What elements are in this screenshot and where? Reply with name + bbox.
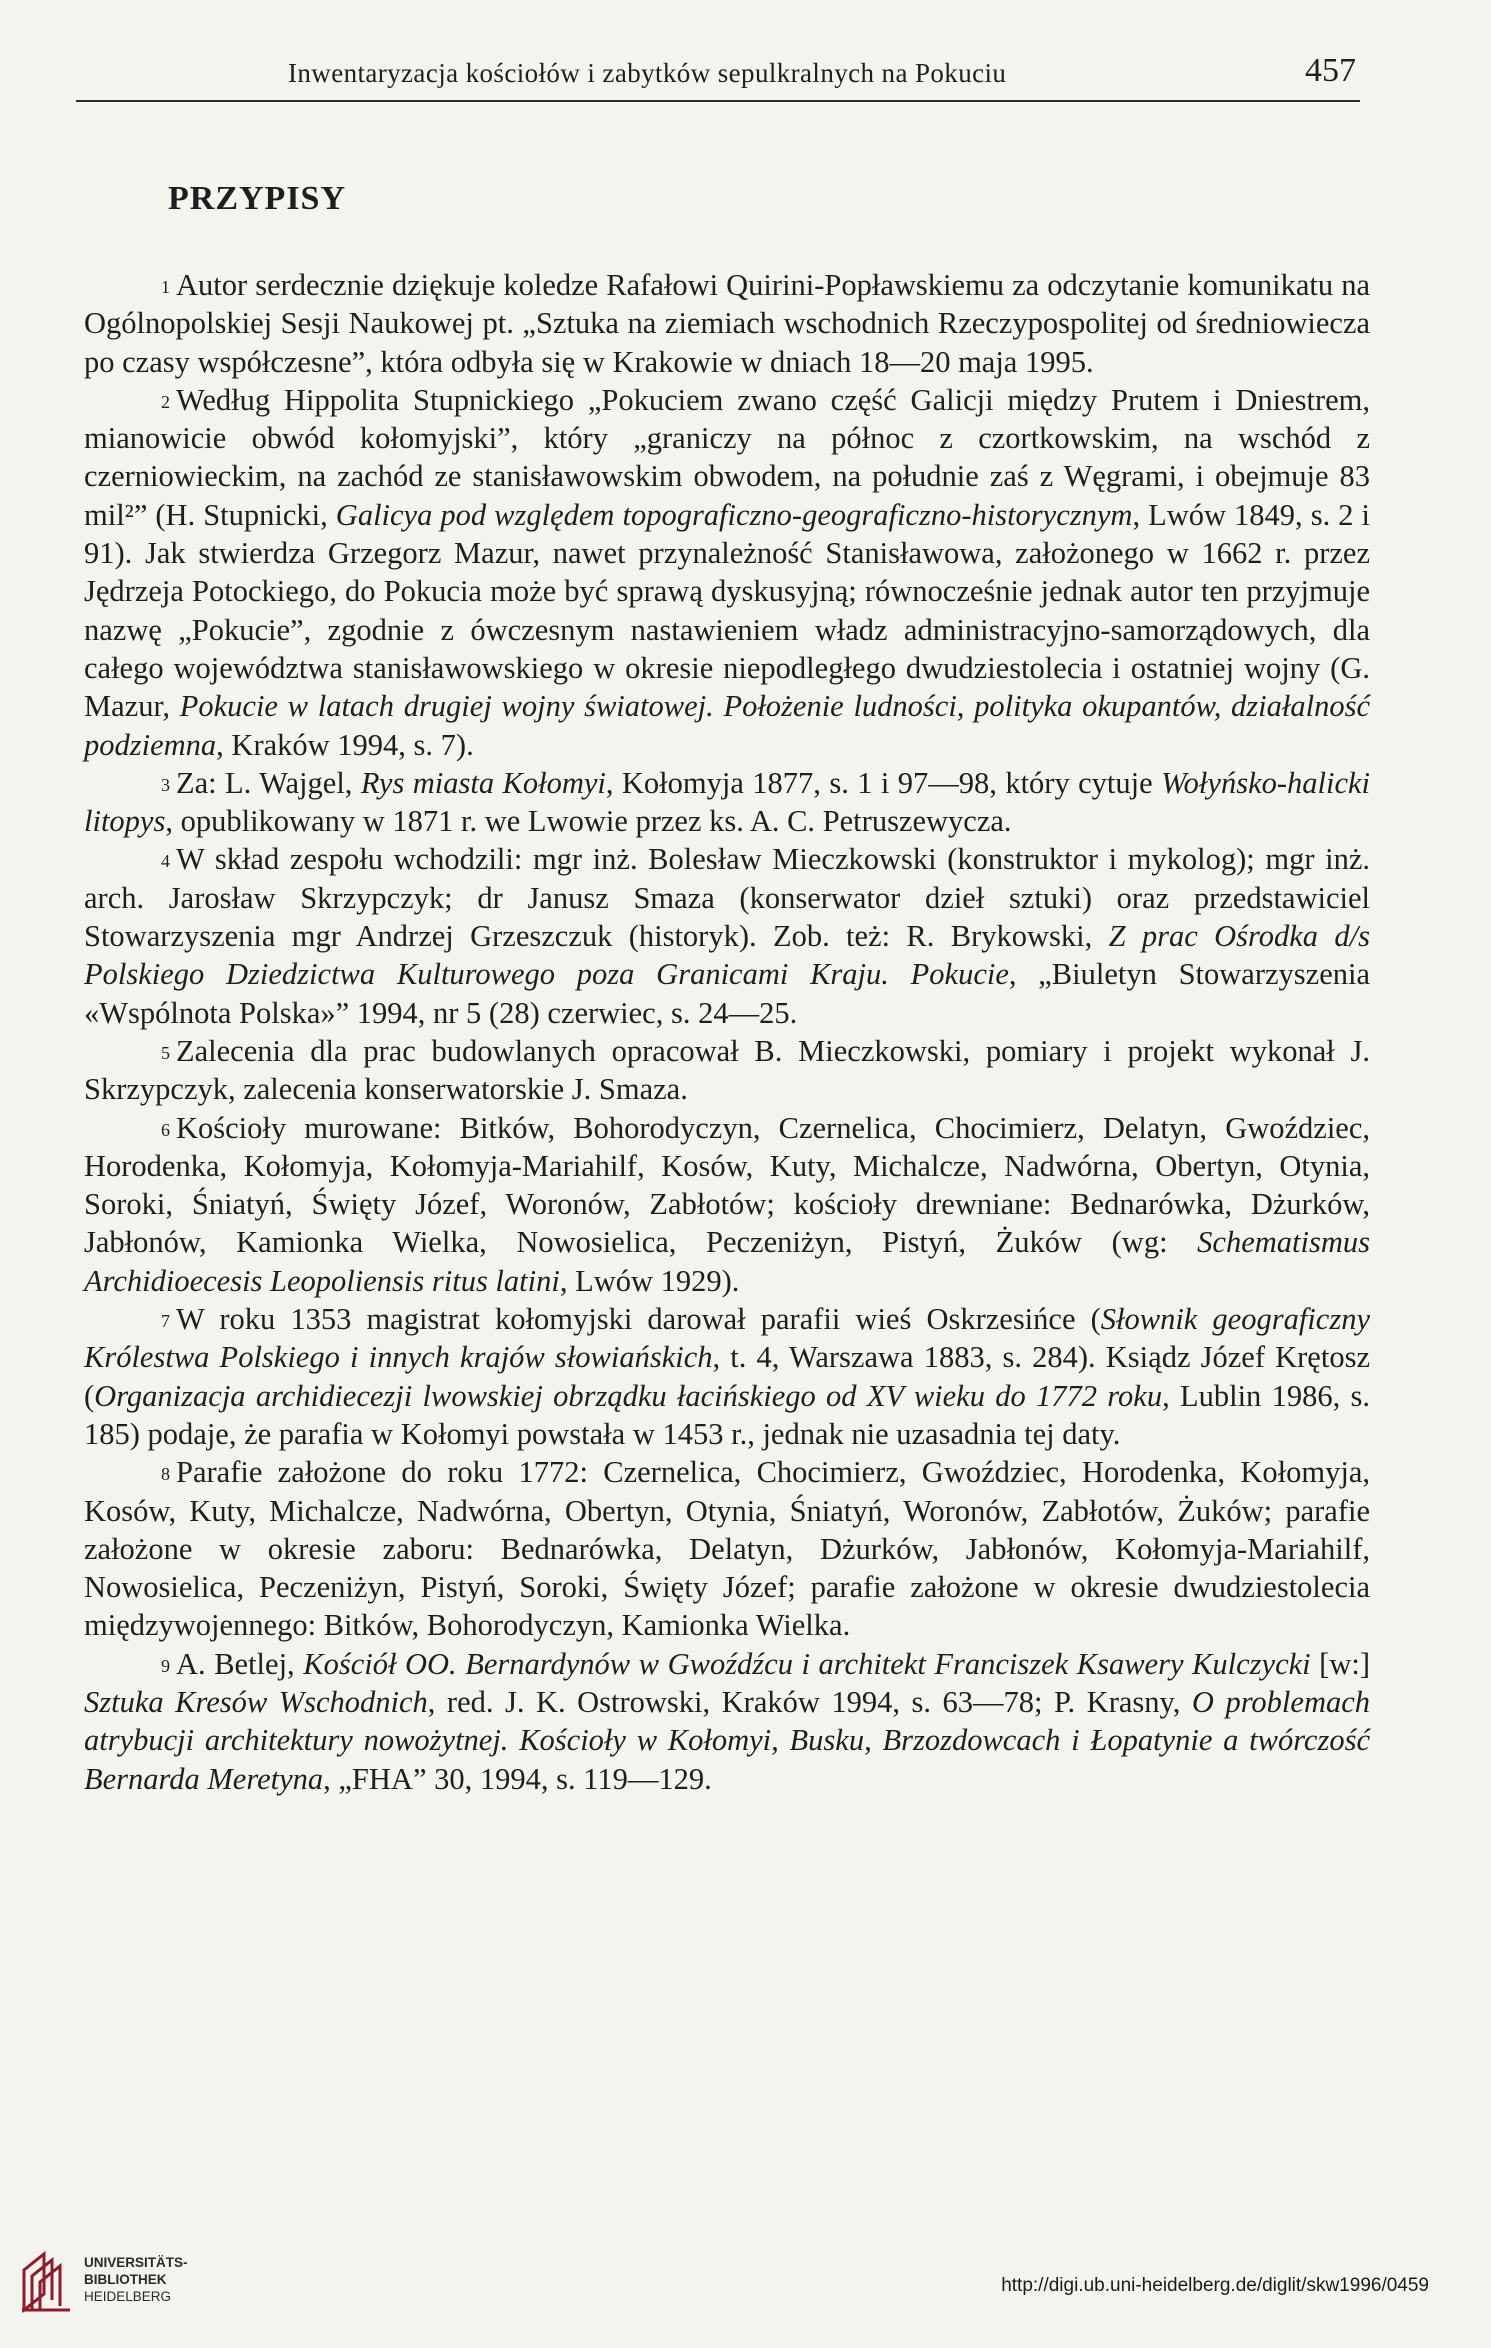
footnote-text: Parafie założone do roku 1772: Czernelica, Chocimierz, Gwoździec, Horodenka, Kołomyja, Kosów, Kuty, Michalcze, Nadwórna, Obertyn, Otynia, Śniatyń, Woronów, Zabłotów, Żuków; parafie założone w okresie zaboru: Bednarówka, Delatyn, Dżurków, Jabłonów, Kołomyja-Mariahilf, Nowosielica, Peczeniżyn, Pistyń, Soroki, Święty Józef; parafie założone w okresie dwudziestolecia międzywojennego: Bitków, Bohorodyczyn, Kamionka Wielka.	[84, 1455, 1370, 1643]
library-line: HEIDELBERG	[84, 2289, 172, 2304]
footnote-text: , t. 4, Warszawa 1883, s. 284). Ksiądz Józef Krętosz (	[84, 1340, 1370, 1413]
footnote-number: 5	[161, 1042, 170, 1063]
footnote-number: 2	[161, 391, 170, 412]
footnote-text: , Kraków 1994, s. 7).	[216, 727, 474, 762]
footnote-text: , „Biuletyn Stowarzyszenia «Wspólnota Polska»” 1994, nr 5 (28) czerwiec, s. 24—25.	[84, 957, 1370, 1030]
footnote-text: W skład zespołu wchodzili: mgr inż. Bolesław Mieczkowski (konstruktor i mykolog); mgr inż. arch. Jarosław Skrzypczyk; dr Janusz Smaza (konserwator dzieł sztuki) oraz przedstawiciel Stowarzyszenia mgr Andrzej Grzeszczuk (historyk). Zob. też: R. Brykowski,	[84, 842, 1370, 954]
footnotes-list	[84, 266, 1370, 1798]
footnote-text: Zalecenia dla prac budowlanych opracował B. Mieczkowski, pomiary i projekt wykonał J. Skrzypczyk, zalecenia konserwatorskie J. Smaza.	[84, 1033, 1370, 1107]
footnote-text: A. Betlej,	[176, 1646, 304, 1681]
footnote-number: 7	[161, 1311, 170, 1332]
running-title: Inwentaryzacja kościołów i zabytków sepulkralnych na Pokuciu	[288, 58, 1007, 88]
footnote-title-italic: Z prac Ośrodka d/s Polskiego Dziedzictwa Kulturowego poza Granicami Kraju. Pokucie	[84, 919, 1370, 992]
footnote-title-italic: Sztuka Kresów Wschodnich	[84, 1684, 428, 1719]
source-url-link[interactable]: http://digi.ub.uni-heidelberg.de/diglit/skw1996/0459	[1001, 2275, 1429, 2296]
footnote-text: , Lwów 1929).	[559, 1263, 740, 1298]
footnote-2	[84, 381, 1370, 764]
footnote-title-italic: Kościół OO. Bernardynów w Gwoźdźcu i architekt Franciszek Ksawery Kulczycki	[303, 1646, 1311, 1681]
footnote-number: 9	[161, 1655, 170, 1676]
footnote-text: Kościoły murowane: Bitków, Bohorodyczyn, Czernelica, Chocimierz, Delatyn, Gwoździec, Horodenka, Kołomyja, Kołomyja-Mariahilf, Kosów, Kuty, Michalcze, Nadwórna, Obertyn, Otynia, Soroki, Śniatyń, Święty Józef, Woronów, Zabłotów; kościoły drewniane: Bednarówka, Dżurków, Jabłonów, Kamionka Wielka, Nowosielica, Peczeniżyn, Pistyń, Żuków (wg:	[84, 1110, 1370, 1260]
footnote-title-italic: Wołyńsko-halicki litopys	[84, 765, 1371, 839]
footnote-6	[84, 1109, 1370, 1300]
library-name	[84, 2254, 188, 2305]
footnote-number: 4	[161, 851, 170, 872]
library-line: BIBLIOTHEK	[84, 2272, 167, 2287]
section-title: PRZYPISY	[168, 180, 347, 217]
library-logo-icon	[20, 2250, 74, 2314]
footnote-text: , Lublin 1986, s. 185) podaje, że parafia w Kołomyi powstała w 1453 r., jednak nie uzasadnia tej daty.	[84, 1378, 1370, 1451]
footnote-text: Za: L. Wajgel,	[176, 765, 361, 800]
footnote-9	[84, 1645, 1370, 1798]
footnote-5	[84, 1032, 1370, 1109]
footnote-title-italic: Słownik geograficzny Królestwa Polskiego i innych krajów słowiańskich	[84, 1302, 1370, 1375]
library-logo[interactable]	[20, 2246, 220, 2324]
footnote-title-italic: Schematismus Archidioecesis Leopoliensis ritus latini	[84, 1225, 1370, 1298]
footnote-title-italic: Organizacja archidiecezji lwowskiej obrządku łacińskiego od XV wieku do 1772 roku	[94, 1378, 1163, 1413]
footnote-number: 6	[161, 1119, 170, 1140]
footnote-title-italic: O problemach atrybucji architektury nowożytnej. Kościoły w Kołomyi, Busku, Brzozdowcach i Łopatynie a twórczość Bernarda Meretyna	[84, 1684, 1371, 1796]
running-header	[76, 52, 1360, 102]
footnote-3	[84, 764, 1370, 841]
footnote-text: [w:]	[1310, 1646, 1370, 1681]
footnote-text: , red. J. K. Ostrowski, Kraków 1994, s. 63—78; P. Krasny,	[427, 1684, 1192, 1719]
footnote-7	[84, 1300, 1370, 1453]
footnote-1	[84, 266, 1370, 381]
footnote-8	[84, 1453, 1370, 1644]
footnote-text: , opublikowany w 1871 r. we Lwowie przez ks. A. C. Petruszewycza.	[165, 804, 1012, 839]
footnote-number: 1	[161, 277, 170, 297]
footnote-text: , Lwów 1849, s. 2 i 91). Jak stwierdza Grzegorz Mazur, nawet przynależność Stanisławowa, założonego w 1662 r. przez Jędrzeja Potockiego, do Pokucia może być sprawą dyskusyjną; równocześnie jednak autor ten przyjmuje nazwę „Pokucie”, zgodnie z ówczesnym nastawieniem władz administracyjno-samorządowych, dla całego województwa stanisławowskiego w okresie niepodległego dwudziestolecia i ostatniej wojny (G. Mazur,	[84, 497, 1370, 724]
footnote-text: , Kołomyja 1877, s. 1 i 97—98, który cytuje	[605, 765, 1162, 800]
footnote-title-italic: Rys miasta Kołomyi	[360, 765, 606, 800]
footnote-text: Według Hippolita Stupnickiego „Pokuciem zwano część Galicji między Prutem i Dniestrem, mianowicie obwód kołomyjski”, który „graniczy na północ z czortkowskim, na wschód z czerniowieckim, na zachód ze stanisławowskim obwodem, na południe zaś z Węgrami, i obejmuje 83 mil²” (H. Stupnicki,	[84, 382, 1370, 532]
page-number: 457	[1305, 52, 1356, 89]
footnote-title-italic: Galicya pod względem topograficzno-geograficzno-historycznym	[335, 497, 1133, 532]
footnote-text: W roku 1353 magistrat kołomyjski darował parafii wieś Oskrzesińce (	[176, 1302, 1101, 1337]
footnote-4	[84, 840, 1370, 1031]
footnote-number: 3	[161, 774, 170, 795]
library-line: UNIVERSITÄTS-	[84, 2255, 188, 2270]
footnote-text: , „FHA” 30, 1994, s. 119—129.	[323, 1761, 712, 1796]
footnote-title-italic: Pokucie w latach drugiej wojny światowej. Położenie ludności, polityka okupantów, działalność podziemna	[84, 689, 1370, 762]
footnote-number: 8	[161, 1464, 170, 1485]
footnote-text: Autor serdecznie dziękuje koledze Rafałowi Quirini-Popławskiemu za odczytanie komunikatu na Ogólnopolskiej Sesji Naukowej pt. „Sztuka na ziemiach wschodnich Rzeczypospolitej od średniowiecza po czasy współczesne”, która odbyła się w Krakowie w dniach 18—20 maja 1995.	[84, 268, 1370, 379]
